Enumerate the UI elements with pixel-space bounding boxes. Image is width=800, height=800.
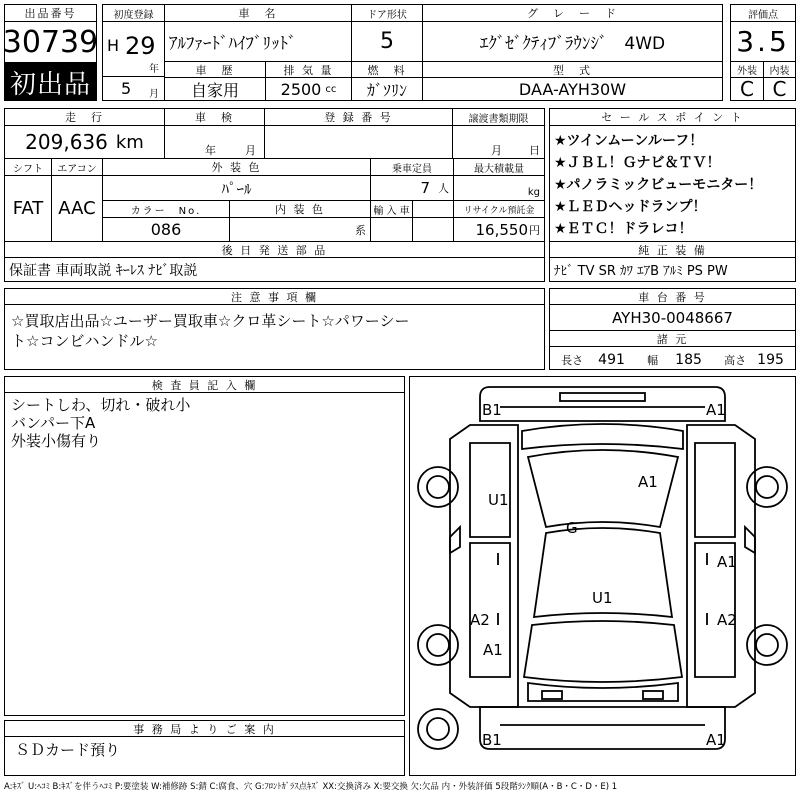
diagram-mark: A1 [638, 473, 658, 491]
equipment-value: ﾅﾋﾞ TV SR ｶﾜ ｴｱB ｱﾙﾐ PS PW [549, 257, 796, 282]
mileage [4, 125, 165, 159]
inspector-notes-label: 検 査 員 記 入 欄 [4, 376, 405, 393]
fuel-value: ｶﾞｿﾘﾝ [351, 77, 423, 101]
exterior-score-value: C [730, 77, 764, 101]
displacement-value: 2500 [280, 79, 322, 99]
interior-score-value: C [763, 77, 796, 101]
capacity [370, 175, 454, 201]
first-registration-year [102, 21, 165, 77]
lot-number-label: 出品番号 [4, 4, 97, 22]
recycle-fee-unit: 円 [529, 223, 540, 237]
score-label: 評価点 [730, 4, 796, 22]
fuel-label: 燃 料 [351, 61, 423, 78]
inspector-note: 外装小傷有り [11, 432, 102, 450]
width-value: 185 [675, 351, 702, 368]
era-letter: H [107, 36, 120, 55]
model-label: 車 名 [164, 4, 352, 22]
notes-line: ☆買取店出品☆ユーザー買取車☆クロ革シート☆パワーシー [11, 312, 410, 330]
sales-points-label: セ ー ル ス ポ イ ン ト [549, 108, 796, 126]
inspection-month-unit: 月 [245, 144, 256, 157]
dimensions-label: 諸 元 [549, 330, 796, 347]
interior-color-value [229, 217, 371, 242]
notes-label: 注 意 事 項 欄 [4, 288, 545, 305]
max-load-unit: kg [527, 187, 540, 198]
transfer-day-unit: 日 [529, 144, 540, 157]
mileage-unit: km [115, 131, 144, 153]
diagram-mark: A1 [706, 401, 726, 419]
later-parts-value: 保証書 車両取説 ｷｰﾚｽ ﾅﾋﾞ取説 [4, 257, 545, 282]
sales-point-item: ★ツインムーンルーフ！ [554, 133, 704, 149]
height-value: 195 [757, 351, 784, 368]
year-value: 29 [125, 32, 156, 60]
inspector-notes-body [4, 392, 405, 716]
first-registration-label: 初度登録 [102, 4, 165, 22]
width [647, 349, 702, 368]
type-label: 型 式 [422, 61, 723, 78]
length-value: 491 [598, 351, 625, 368]
registration-number-label: 登 録 番 号 [264, 108, 453, 126]
first-registration-month [102, 76, 165, 101]
displacement-label: 排 気 量 [265, 61, 352, 78]
diagram-mark: G [566, 519, 578, 537]
diagram-mark: A1 [717, 553, 737, 571]
year-unit: 年 [149, 64, 159, 75]
interior-color-label: 内 装 色 [229, 200, 371, 218]
sales-point-item: ★ＬＥＤヘッドランプ！ [554, 199, 707, 215]
capacity-label: 乗車定員 [370, 158, 454, 176]
office-notice-value: ＳＤカード預り [4, 736, 405, 776]
shift-value: FAT [4, 175, 52, 242]
diagram-mark: A2 [470, 611, 490, 629]
import-label: 輸 入 車 [370, 200, 413, 218]
legend-text: A:ｷｽﾞ U:ﾍｺﾐ B:ｷｽﾞを伴うﾍｺﾐ P:要塗装 W:補修跡 S:錆 C:腐食、穴 G:ﾌﾛﾝﾄｶﾞﾗｽ点ｷｽﾞ XX:交換済み X:要交換 欠:欠品 内・外装評価 5段階ﾗﾝｸ順(A・B・C・D・E) 1 [4, 782, 618, 792]
length [561, 349, 625, 368]
height [724, 349, 784, 368]
displacement-unit: cc [325, 83, 337, 95]
diagram-mark: A1 [483, 641, 503, 659]
diagram-mark: A1 [706, 731, 726, 749]
recycle-fee-value: 16,550 [475, 220, 528, 239]
max-load-value [453, 175, 545, 201]
mileage-label: 走 行 [4, 108, 165, 126]
transfer-month-unit: 月 [491, 144, 502, 157]
month-value: 5 [121, 79, 132, 98]
history-value: 自家用 [164, 77, 266, 101]
door-type-value: 5 [351, 21, 423, 62]
capacity-value: 7 [420, 179, 430, 197]
office-notice-label: 事 務 局 よ り ご 案 内 [4, 720, 405, 737]
exterior-color-value: ﾊﾟｰﾙ [102, 175, 371, 201]
displacement [265, 77, 352, 101]
aircon-label: エアコン [51, 158, 103, 176]
aircon-value: AAC [51, 175, 103, 242]
max-load-label: 最大積載量 [453, 158, 545, 176]
import-value-extra [412, 217, 454, 242]
exterior-color-label: 外 装 色 [102, 158, 371, 176]
shift-label: シフト [4, 158, 52, 176]
mileage-value: 209,636 [25, 130, 108, 154]
chassis-number-label: 車 台 番 号 [549, 288, 796, 305]
transfer-deadline-label: 譲渡書類期限 [452, 108, 545, 126]
equipment-label: 純 正 装 備 [549, 241, 796, 258]
interior-color-unit: 系 [355, 224, 366, 237]
door-type-label: ドア形状 [351, 4, 423, 22]
sales-point-item: ★ＥＴＣ！ドラレコ！ [554, 221, 693, 237]
score-value: 3.5 [730, 21, 796, 62]
chassis-number-value: AYH30-0048667 [549, 304, 796, 331]
width-label: 幅 [647, 353, 659, 367]
sales-point-item: ★パノラミックビューモニター！ [554, 177, 763, 193]
registration-number-value [264, 125, 453, 159]
sales-point-item: ★ＪＢＬ！Ｇナビ＆ＴＶ！ [554, 155, 721, 171]
dimensions-row [549, 346, 796, 370]
grade-value: ｴｸﾞｾﾞｸﾃｨﾌﾞﾗｳﾝｼﾞ 4WD [422, 21, 723, 62]
inspector-note: シートしわ、切れ・破れ小 [11, 396, 191, 414]
import-value [370, 217, 413, 242]
diagram-mark: B1 [482, 731, 502, 749]
capacity-unit: 人 [438, 182, 449, 195]
interior-score-label: 内装 [763, 61, 796, 78]
month-unit: 月 [149, 89, 159, 100]
history-label: 車 歴 [164, 61, 266, 78]
later-parts-label: 後 日 発 送 部 品 [4, 241, 545, 258]
recycle-fee [453, 217, 545, 242]
inspection-label: 車 検 [164, 108, 265, 126]
diagram-mark: A2 [717, 611, 737, 629]
lot-number: 30739 [4, 21, 97, 63]
car-outline [410, 377, 795, 775]
inspector-note: バンパー下A [11, 414, 96, 432]
diagram-mark: U1 [488, 491, 509, 509]
notes-body [4, 304, 545, 370]
exterior-score-label: 外装 [730, 61, 764, 78]
grade-label: グ レ ー ド [422, 4, 723, 22]
first-listing-badge: 初出品 [4, 63, 97, 101]
color-number-label: カラー No. [102, 200, 230, 218]
transfer-deadline-value [452, 125, 545, 159]
diagram-mark: U1 [592, 589, 613, 607]
inspection-value [164, 125, 265, 159]
inspection-year-unit: 年 [205, 144, 216, 157]
sales-points-list [549, 125, 796, 242]
recycle-fee-label: リサイクル預託金 [453, 200, 545, 218]
damage-diagram [409, 376, 796, 776]
color-number-value: 086 [102, 217, 230, 242]
model-name: ｱﾙﾌｧｰﾄﾞﾊｲﾌﾞﾘｯﾄﾞ [164, 21, 352, 62]
length-label: 長さ [561, 353, 584, 367]
height-label: 高さ [724, 353, 747, 367]
type-value: DAA-AYH30W [422, 77, 723, 101]
notes-line: ト☆コンビハンドル☆ [11, 332, 158, 350]
diagram-mark: B1 [482, 401, 502, 419]
